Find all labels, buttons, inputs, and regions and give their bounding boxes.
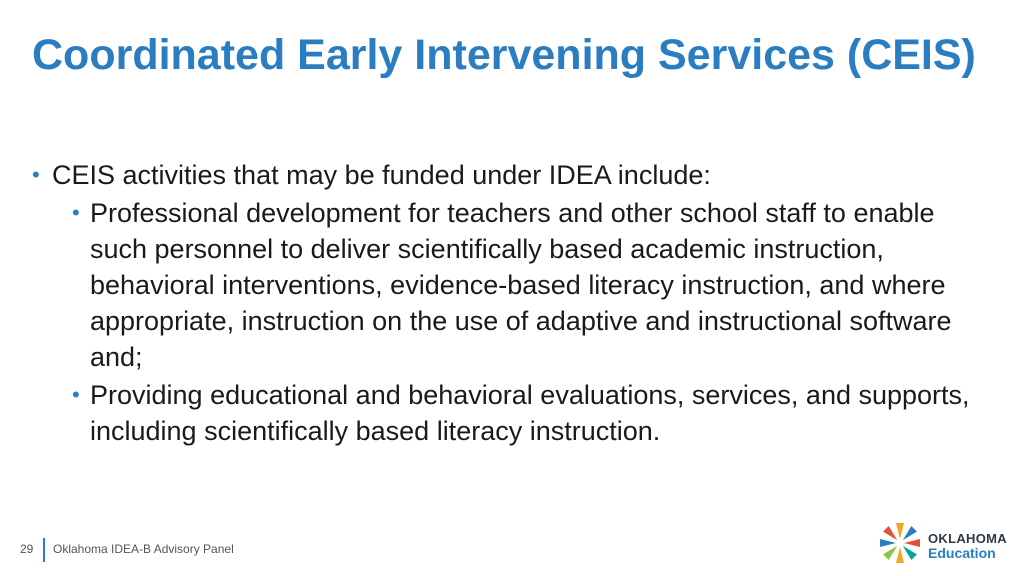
bullet-dot-icon: •: [32, 162, 40, 187]
bullet-professional-development-text: Professional development for teachers and other school staff to enable such personnel to deliver scientifically based academic instruction, behavioral interventions, evidence-based literacy instruction, and where appropriate, instruction on the use of adaptive and instructional software and;: [90, 198, 952, 372]
oklahoma-education-star-icon: [878, 520, 922, 566]
bullet-professional-development: [32, 195, 972, 375]
logo-text-education: Education: [928, 545, 996, 561]
bullet-intro: [32, 157, 972, 193]
oklahoma-education-logo: [878, 520, 1014, 568]
bullet-intro-text: CEIS activities that may be funded under IDEA include:: [52, 160, 711, 190]
slide-title: Coordinated Early Intervening Services (CEIS): [32, 31, 976, 79]
slide-content: [32, 157, 972, 449]
bullet-evaluations-text: Providing educational and behavioral evaluations, services, and supports, including scientifically based literacy instruction.: [90, 380, 970, 446]
footer-text: Oklahoma IDEA-B Advisory Panel: [53, 542, 234, 556]
page-number: 29: [20, 542, 34, 556]
bullet-dot-icon: •: [72, 382, 80, 407]
bullet-evaluations: [32, 377, 972, 449]
footer-divider: [43, 538, 45, 562]
bullet-dot-icon: •: [72, 200, 80, 225]
logo-text-oklahoma: OKLAHOMA: [928, 531, 1007, 546]
